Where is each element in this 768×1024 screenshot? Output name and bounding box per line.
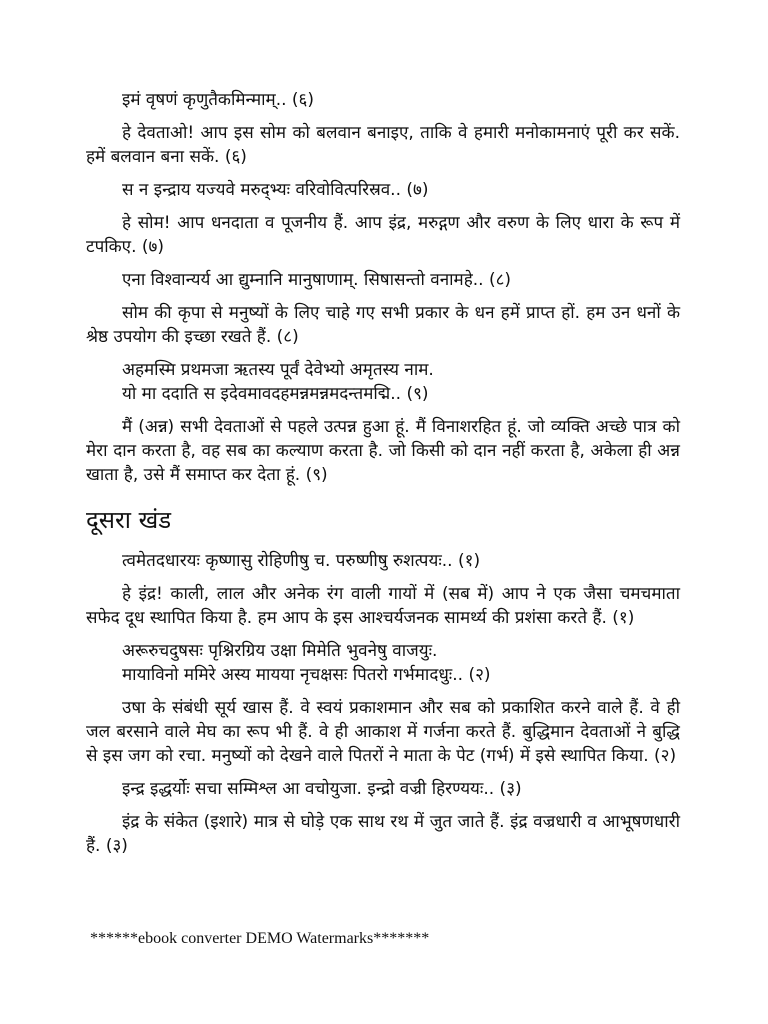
verse <box>86 178 680 202</box>
verse <box>86 549 680 573</box>
verse-line: एना विश्वान्यर्य आ द्युम्नानि मानुषाणाम्. सिषासन्तो वनामहे.. (८) <box>122 270 512 290</box>
verse-line: इमं वृषणं कृणुतैकमिन्माम्.. (६) <box>122 90 315 110</box>
verse-line: त्वमेतदधारयः कृष्णासु रोहिणीषु च. परुष्णीषु रुशत्पयः.. (१) <box>122 551 481 571</box>
verse-line: अहमस्मि प्रथमजा ऋतस्य पूर्वं देवेभ्यो अमृतस्य नाम. <box>122 360 434 380</box>
verse-line: इन्द्र इद्धर्योः सचा सम्मिश्ल आ वचोयुजा. इन्द्रो वज्री हिरण्ययः.. (३) <box>122 779 522 799</box>
paragraph: हे इंद्र! काली, लाल और अनेक रंग वाली गायों में (सब में) आप ने एक जैसा चमचमाता सफेद दूध स्थापित किया है. हम आप के इस आश्चर्यजनक सामर्थ्य की प्रशंसा करते हैं. (१) <box>86 584 680 628</box>
verse <box>86 268 680 292</box>
paragraph: मैं (अन्न) सभी देवताओं से पहले उत्पन्न हुआ हूं. मैं विनाशरहित हूं. जो व्यक्ति अच्छे पात्र को मेरा दान करता है, वह सब का कल्याण करता है. जो किसी को दान नहीं करता है, अकेला ही अन्न खाता है, उसे मैं समाप्त कर देता हूं. (९) <box>86 417 680 485</box>
verse <box>86 777 680 801</box>
watermark-text: ******ebook converter DEMO Watermarks******* <box>90 930 430 947</box>
verse <box>86 639 680 687</box>
verse-line: मायाविनो ममिरे अस्य मायया नृचक्षसः पितरो गर्भमादधुः.. (२) <box>122 665 491 685</box>
section-heading: दूसरा खंड <box>86 506 172 534</box>
verse-line: यो मा ददाति स इदेवमावदहमन्नमन्नमदन्तमद्मि.. (९) <box>122 384 429 404</box>
paragraph: इंद्र के संकेत (इशारे) मात्र से घोड़े एक साथ रथ में जुत जाते हैं. इंद्र वज्रधारी व आभूषणधारी हैं. (३) <box>86 812 680 856</box>
paragraph: हे देवताओ! आप इस सोम को बलवान बनाइए, ताकि वे हमारी मनोकामनाएं पूरी कर सकें. हमें बलवान बना सकें. (६) <box>86 123 680 167</box>
document-body <box>86 88 680 867</box>
paragraph: सोम की कृपा से मनुष्यों के लिए चाहे गए सभी प्रकार के धन हमें प्राप्त हों. हम उन धनों के श्रेष्ठ उपयोग की इच्छा रखते हैं. (८) <box>86 303 680 347</box>
verse-line: अरूरुचदुषसः पृश्निरग्रिय उक्षा मिमेति भुवनेषु वाजयुः. <box>122 641 438 661</box>
paragraph: उषा के संबंधी सूर्य खास हैं. वे स्वयं प्रकाशमान और सब को प्रकाशित करने वाले हैं. वे ही जल बरसाने वाले मेघ का रूप भी हैं. वे ही आकाश में गर्जना करते हैं. बुद्धिमान देवताओं ने बुद्धि से इस जग को रचा. मनुष्यों को देखने वाले पितरों ने माता के पेट (गर्भ) में इसे स्थापित किया. (२) <box>86 698 680 766</box>
verse <box>86 358 680 406</box>
verse <box>86 88 680 112</box>
verse-line: स न इन्द्राय यज्यवे मरुद्भ्यः वरिवोवित्परिस्रव.. (७) <box>122 180 429 200</box>
paragraph: हे सोम! आप धनदाता व पूजनीय हैं. आप इंद्र, मरुद्गण और वरुण के लिए धारा के रूप में टपकिए. (७) <box>86 213 680 257</box>
